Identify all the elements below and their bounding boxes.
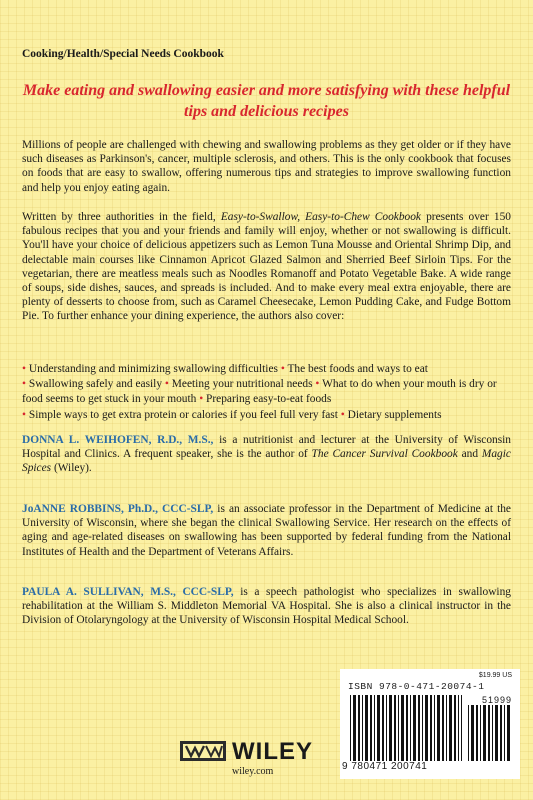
bio-text: is a speech pathologist who specializes in swallowing rehabilitation at the William S. Middleton Memorial VA Hospital. She is also a clinical instructor in the Division of Otolaryngology at the University of Wisconsin Hospital Medical School.: [22, 586, 511, 627]
book-title: The Cancer Survival Cookbook: [311, 448, 458, 461]
barcode-box: [340, 669, 520, 779]
author-name: JoANNE ROBBINS, Ph.D., CCC-SLP,: [22, 503, 214, 515]
bullet-icon: •: [315, 378, 320, 391]
bullet-item: Understanding and minimizing swallowing difficulties: [28, 363, 278, 375]
author-bio-sullivan: [22, 585, 511, 628]
bullet-line-1: [22, 362, 511, 377]
bullet-item: What to do when your mouth is dry or food seems to get stuck in your mouth: [22, 378, 497, 406]
publisher-url: wiley.com: [232, 766, 274, 777]
category-label: Cooking/Health/Special Needs Cookbook: [22, 48, 224, 60]
bullet-icon: •: [199, 393, 204, 406]
paragraph-2-lead: Written by three authorities in the field,: [22, 211, 216, 223]
bullet-line-3: [22, 408, 511, 423]
bullet-line-2: [22, 377, 511, 407]
addon-number: 51999: [481, 695, 512, 705]
bio-text: is a nutritionist and lecturer at the University of Wisconsin Hospital and Clinics. A frequent speaker, she is the author of: [22, 434, 511, 461]
book-title: Magic Spices: [22, 448, 511, 475]
wiley-logo-icon: [178, 738, 228, 764]
author-name: PAULA A. SULLIVAN, M.S., CCC-SLP,: [22, 586, 234, 598]
author-bio-weihofen: [22, 433, 511, 476]
bullet-icon: •: [164, 378, 169, 391]
bullet-item: Simple ways to get extra protein or calories if you feel full very fast: [28, 408, 338, 421]
bullet-icon: •: [280, 363, 285, 375]
bullet-item: Meeting your nutritional needs: [171, 378, 313, 391]
bio-text: (Wiley).: [53, 462, 92, 475]
paragraph-2-rest: presents over 150 fabulous recipes that you and your friends and family will enjoy, whether or not swallowing is difficult. You'll have your choice of delicious appetizers such as Lemon Tuna Mousse and Oriental Shrimp Dip, and delectable main courses like Cinnamon Apricot Glazed Salmon and Sherried Beef Sirloin Tips. For the vegetarian, there are meatless meals such as Noodles Romanoff and Potato Vegetable Bake. A wide range of soups, side dishes, sauces, and spreads is included. And to make every meal extra enjoyable, there are plenty of desserts to choose from, such as Caramel Cheesecake, Lemon Pudding Cake, and Fudge Bottom Pie. To further enhance your dining experience, the authors also cover:: [22, 211, 511, 323]
ean-digits: 9 780471 200741: [342, 761, 428, 772]
publisher-name: WILEY: [232, 738, 313, 765]
bullet-item: Preparing easy-to-eat foods: [206, 393, 332, 406]
bullet-item: Swallowing safely and easily: [28, 378, 163, 391]
bullet-item: Dietary supplements: [347, 408, 442, 421]
bullet-list: [22, 362, 511, 423]
bullet-icon: •: [22, 408, 26, 421]
bullet-item: The best foods and ways to eat: [287, 363, 428, 375]
description-paragraph-2: [22, 210, 511, 324]
book-title: Easy-to-Swallow, Easy-to-Chew Cookbook: [220, 211, 421, 223]
bullet-icon: •: [22, 363, 26, 375]
ean-barcode-icon: [350, 695, 462, 761]
addon-barcode-icon: [468, 705, 512, 761]
bullet-icon: •: [22, 378, 26, 391]
price-label: $19.99 US: [478, 672, 512, 679]
author-bio-robbins: [22, 502, 511, 559]
bullet-icon: •: [340, 408, 345, 421]
isbn-label: ISBN 978-0-471-20074-1: [348, 681, 485, 692]
description-paragraph-1: Millions of people are challenged with chewing and swallowing problems as they get older or if they have such diseases as Parkinson's, cancer, multiple sclerosis, and others. This is the only cookbook that focuses on foods that are easy to swallow, offering numerous tips and strategies to improve swallowing function and help you enjoy eating again.: [22, 139, 511, 194]
author-name: DONNA L. WEIHOFEN, R.D., M.S.,: [22, 434, 214, 446]
headline: Make eating and swallowing easier and more satisfying with these helpful tips and delicious recipes: [22, 82, 511, 120]
bio-text: is an associate professor in the Department of Medicine at the University of Wisconsin, where she began the clinical Swallowing Service. Her research on the effects of aging and age-related diseases on swallowing has been supported by federal funding from the National Institutes of Health and the Department of Veterans Affairs.: [22, 503, 511, 558]
bio-text: and: [461, 448, 479, 461]
